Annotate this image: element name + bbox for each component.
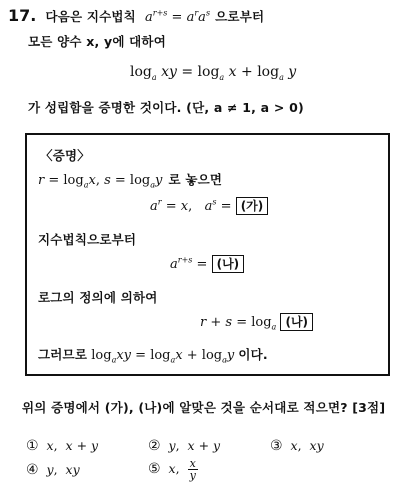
question-text: 위의 증명에서 (가), (나)에 알맞은 것을 순서대로 적으면? [3점] (22, 400, 386, 415)
option-1[interactable]: ① x, x + y (26, 438, 99, 454)
blank-ga: (가) (236, 197, 269, 215)
option-2[interactable]: ② y, x + y (148, 438, 221, 454)
proof-step-1: $r = \log_ax$, $s = \log_ay$ 로 놓으면 (38, 172, 223, 190)
proof-step-5: 로그의 정의에 의하여 (38, 290, 158, 305)
problem-title-text: 다음은 지수법칙 (45, 9, 136, 24)
blank-na-1: (나) (212, 255, 245, 273)
problem-line-2: 모든 양수 x, y에 대하여 (28, 34, 166, 49)
option-3[interactable]: ③ x, xy (270, 438, 324, 454)
problem-title-suffix: 으로부터 (215, 9, 265, 24)
option-5[interactable]: ⑤ x, $\frac{x}{y}$ (148, 457, 196, 482)
proof-heading: 〈증명〉 (40, 148, 90, 163)
proof-step-2: $a^r = x$, $a^s$ = (가) (150, 197, 268, 215)
problem-header (8, 6, 264, 25)
problem-line-4: 가 성립함을 증명한 것이다. (단, a ≠ 1, a > 0) (28, 100, 304, 115)
proof-step-3: 지수법칙으로부터 (38, 232, 137, 247)
problem-title-formula: $a^{r+s} = a^ra^s$ (145, 8, 211, 25)
problem-number: 17. (8, 6, 37, 25)
proof-step-4: $a^{r+s}$ = (나) (170, 255, 244, 273)
proof-step-6: $r + s = \log_a$ (나) (200, 313, 313, 332)
main-formula: $\log_a$ xy = $\log_a x + \log_a y$ (130, 64, 297, 82)
proof-step-7: 그러므로 $\log_axy = \log_ax + \log_ay$ 이다. (38, 347, 268, 365)
option-4[interactable]: ④ y, xy (26, 462, 80, 478)
blank-na-2: (나) (280, 313, 313, 331)
